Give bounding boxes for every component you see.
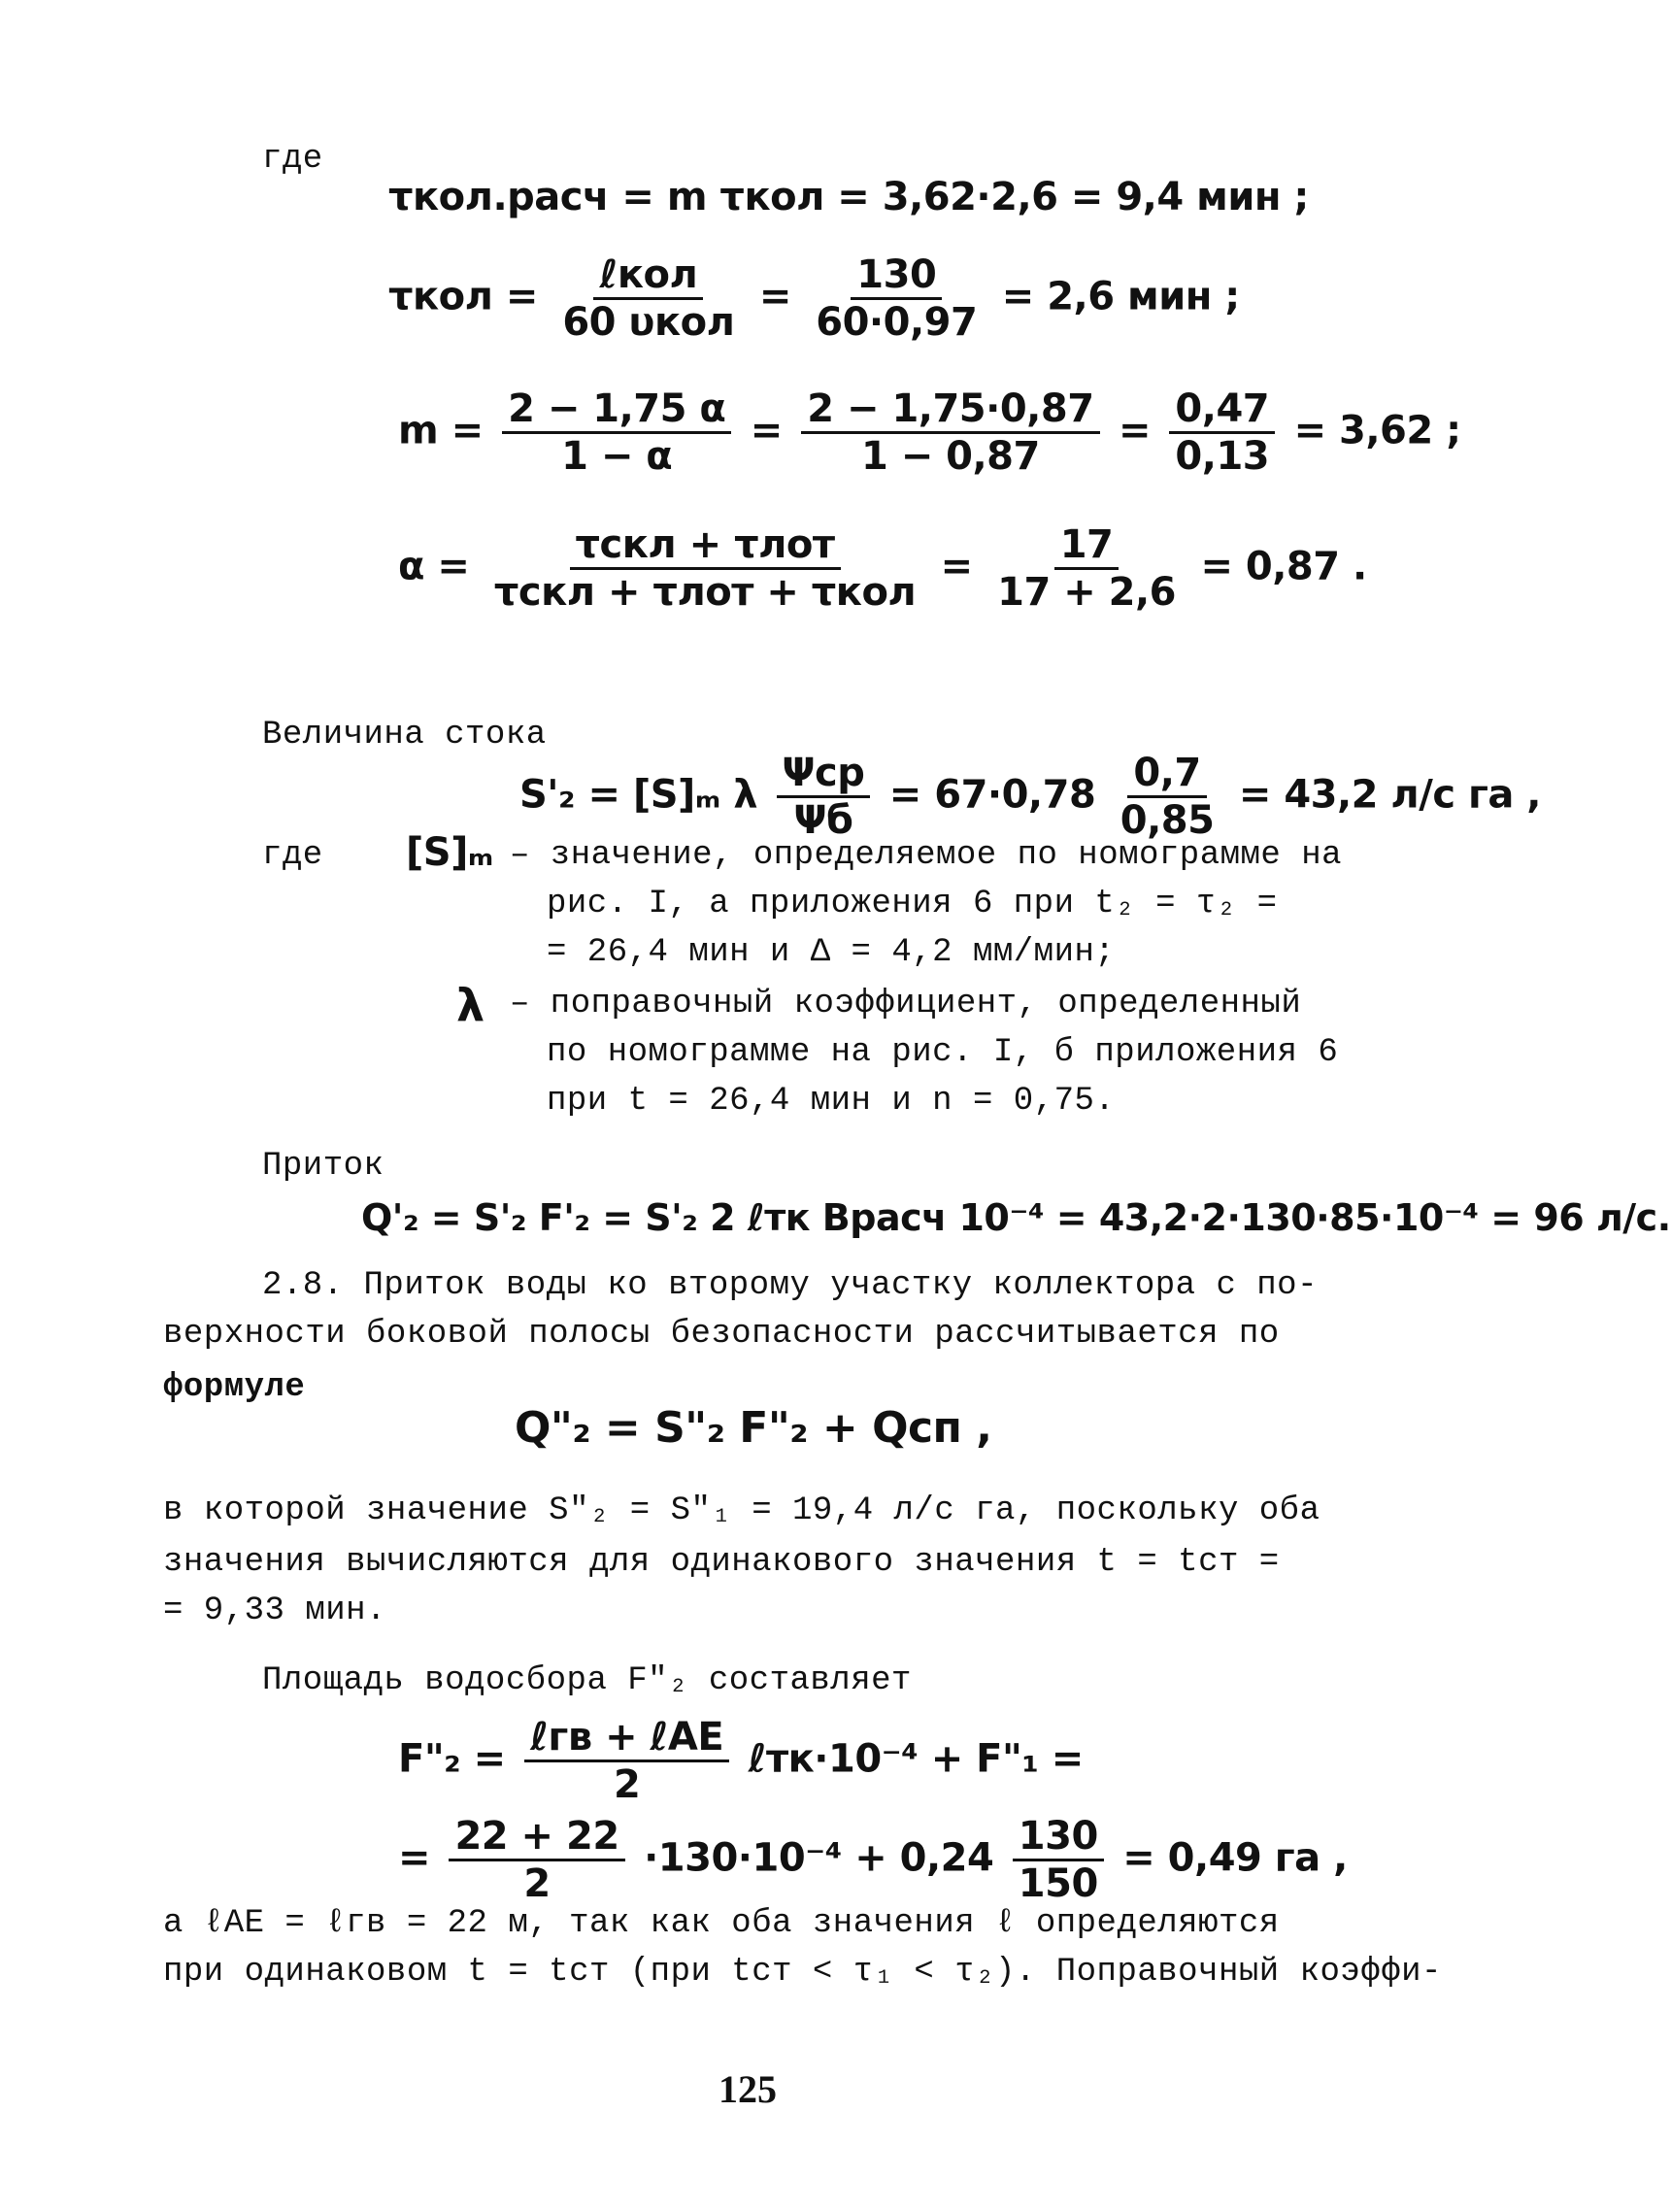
tau-kol-fraction-2 [810, 254, 983, 343]
s2-fraction-1 [777, 753, 871, 841]
tau-kol-frac1-den: 60 υкол [562, 300, 735, 345]
paragraph-value-line-1: в которой значение S"₂ = S"₁ = 19,4 л/с га, поскольку оба [163, 1492, 1320, 1529]
s2-frac2-num: 0,7 [1127, 753, 1206, 798]
s2-rhs: = 43,2 л/с га , [1238, 772, 1541, 818]
equation-alpha [398, 524, 1367, 613]
m-rhs: = 3,62 ; [1293, 408, 1461, 453]
tau-kol-fraction-1 [556, 254, 740, 343]
tau-kol-lhs: τкол = [388, 274, 538, 319]
f2b-frac1-num: 22 + 22 [449, 1816, 624, 1861]
f2b-fraction-2 [1013, 1816, 1104, 1904]
tau-kol-frac2-num: 130 [851, 254, 942, 300]
final-line-1: а ℓАЕ = ℓгв = 22 м, так как оба значения ℓ определяются [163, 1905, 1280, 1942]
paragraph-2-8-line-1: 2.8. Приток воды ко второму участку коллектора с по- [262, 1267, 1318, 1304]
tau-kol-rhs: = 2,6 мин ; [1001, 274, 1240, 319]
alpha-frac1-den: τскл + τлот + τкол [493, 570, 917, 615]
m-frac1-num: 2 − 1,75 α [502, 388, 731, 434]
pritok-label: Приток [262, 1148, 384, 1185]
final-line-2: при одинаковом t = tст (при tст < τ₁ < τ₂). Поправочный коэффи- [163, 1954, 1442, 1991]
symbol-s-m: [S]ₘ [406, 830, 493, 875]
f2-frac1-num: ℓгв + ℓАЕ [524, 1717, 729, 1762]
m-fraction-2 [801, 388, 1099, 477]
paragraph-value-line-3: = 9,33 мин. [163, 1592, 386, 1629]
ploshad-label: Площадь водосбора F"₂ составляет [262, 1662, 912, 1699]
f2-frac1-den: 2 [613, 1762, 641, 1807]
label-gde-2: где [262, 837, 323, 874]
s2-mid: = 67·0,78 [888, 772, 1096, 818]
f2b-frac2-den: 150 [1018, 1861, 1098, 1906]
tau-kol-eq: = [758, 274, 791, 319]
alpha-rhs: = 0,87 . [1200, 544, 1367, 589]
m-frac2-den: 1 − 0,87 [860, 434, 1040, 479]
f2b-fraction-1 [449, 1816, 624, 1904]
definition-2-line-2: по номограмме на рис. I, б приложения 6 [547, 1034, 1339, 1071]
label-gde-1: где [262, 141, 323, 178]
symbol-lambda: λ [456, 979, 485, 1031]
definition-1-line-1: – значение, определяемое по номограмме на [510, 837, 1343, 874]
definition-2-line-3: при t = 26,4 мин и n = 0,75. [547, 1083, 1116, 1120]
equation-tau-kol-rasch: τкол.расч = m τкол = 3,62·2,6 = 9,4 мин ; [388, 175, 1309, 219]
f2-lhs: F"₂ = [398, 1736, 506, 1782]
equation-f2-result [398, 1816, 1348, 1904]
page-number: 125 [719, 2067, 777, 2111]
equation-s2 [519, 753, 1541, 841]
definition-1-line-3: = 26,4 мин и Δ = 4,2 мм/мин; [547, 934, 1116, 971]
m-frac3-den: 0,13 [1175, 434, 1270, 479]
f2-rhs: ℓтк·10⁻⁴ + F"₁ = [748, 1736, 1084, 1782]
alpha-eq: = [940, 544, 973, 589]
equation-q2-double-prime: Q"₂ = S"₂ F"₂ + Qсп , [515, 1403, 992, 1453]
alpha-fraction-1 [488, 524, 921, 613]
alpha-frac2-den: 17 + 2,6 [997, 570, 1176, 615]
definition-1-line-2: рис. I, а приложения 6 при t₂ = τ₂ = [547, 886, 1278, 922]
alpha-fraction-2 [991, 524, 1182, 613]
s2-frac1-num: Ψср [777, 753, 871, 798]
f2b-frac1-den: 2 [523, 1861, 551, 1906]
f2b-rhs: = 0,49 га , [1122, 1835, 1348, 1881]
m-fraction-3 [1169, 388, 1275, 477]
paragraph-value-line-2: значения вычисляются для одинакового значения t = tст = [163, 1544, 1280, 1581]
m-frac1-den: 1 − α [561, 434, 673, 479]
paragraph-2-8-line-3: формуле [163, 1369, 306, 1406]
equation-f2 [398, 1717, 1084, 1805]
tau-kol-frac2-den: 60·0,97 [816, 300, 978, 345]
paragraph-2-8-line-2: верхности боковой полосы безопасности рассчитывается по [163, 1316, 1280, 1353]
equation-m [398, 388, 1461, 477]
s2-fraction-2 [1115, 753, 1220, 841]
alpha-lhs: α = [398, 544, 470, 589]
definition-2-line-1: – поправочный коэффициент, определенный [510, 986, 1302, 1022]
f2b-lhs: = [398, 1835, 431, 1881]
f2-fraction-1 [524, 1717, 729, 1805]
m-eq2: = [1118, 408, 1151, 453]
m-fraction-1 [502, 388, 731, 477]
s2-frac2-den: 0,85 [1120, 798, 1215, 843]
s2-frac1-den: Ψб [793, 798, 853, 843]
tau-kol-frac1-num: ℓкол [593, 254, 703, 300]
m-eq1: = [750, 408, 783, 453]
m-lhs: m = [398, 408, 484, 453]
equation-q2: Q'₂ = S'₂ F'₂ = S'₂ 2 ℓтк Bрасч 10⁻⁴ = 43,2·2·130·85·10⁻⁴ = 96 л/с. [361, 1196, 1671, 1239]
f2b-mid: ·130·10⁻⁴ + 0,24 [644, 1835, 994, 1881]
m-frac2-num: 2 − 1,75·0,87 [801, 388, 1099, 434]
alpha-frac1-num: τскл + τлот [570, 524, 841, 570]
alpha-frac2-num: 17 [1054, 524, 1120, 570]
velichina-stoka-label: Величина стока [262, 717, 547, 754]
equation-tau-kol [388, 254, 1240, 343]
m-frac3-num: 0,47 [1169, 388, 1275, 434]
s2-lhs: S'₂ = [S]ₘ λ [519, 772, 758, 818]
f2b-frac2-num: 130 [1013, 1816, 1104, 1861]
